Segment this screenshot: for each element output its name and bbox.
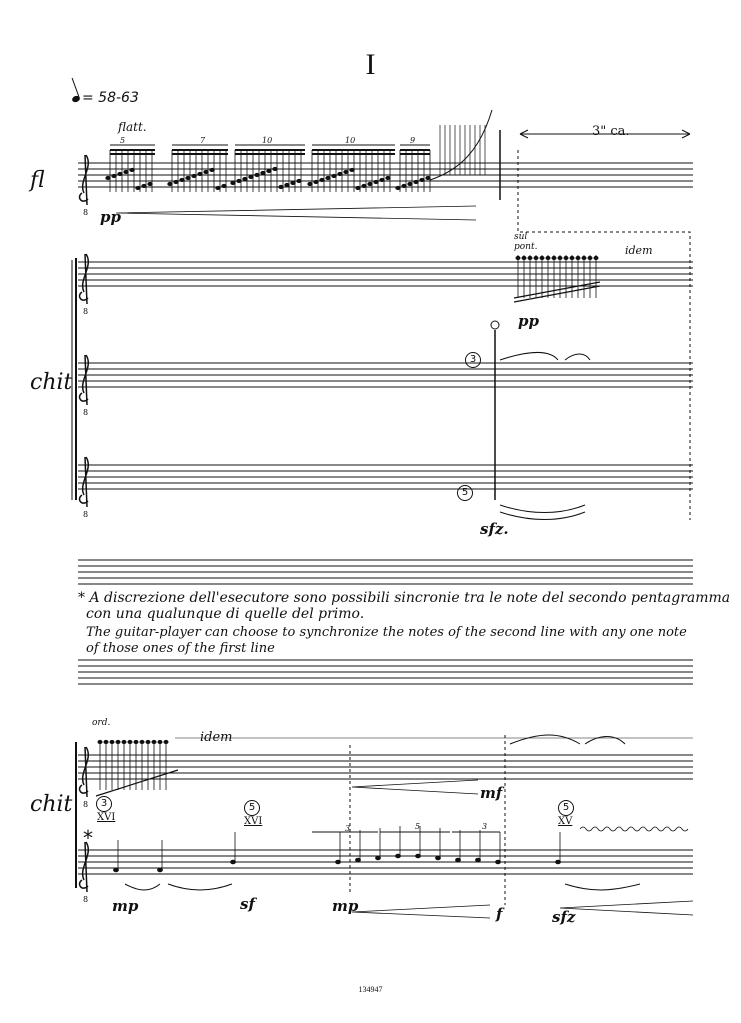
sul-ponticello-label: sul pont. [514,232,538,252]
note-head [216,186,220,189]
flute-dynamic: pp [100,208,121,226]
s2-note-head [116,740,120,743]
guitar-slanted-beam [514,286,600,302]
guitar-note-head [582,256,586,259]
instrument-label-guitar-system2: chit [30,792,73,817]
footnote-marker: * [78,590,85,606]
notation-marks [72,110,693,918]
note-head [426,176,430,179]
note-head [124,170,128,173]
note-head [180,178,184,181]
s2-note-head [134,740,138,743]
note-head [142,184,146,187]
position-label-3: XV [558,816,573,827]
guitar-note-head [558,256,562,259]
dynamic-mp-2: mp [332,897,359,915]
s2b-note-head [336,860,341,864]
tuplet-s2-2: 5 [415,822,421,831]
movement-title: I [365,48,376,81]
note-head [408,182,412,185]
harmonic-circle [491,321,499,329]
note-head [374,180,378,183]
note-head [106,176,110,179]
instrument-label-flute: fl [30,168,45,193]
note-head [332,174,336,177]
page-number: 134947 [358,985,383,994]
guitar-note-head [552,256,556,259]
flatterzunge-label: flatt. [118,120,147,134]
s2-note-head [98,740,102,743]
idem-label-system2: idem [200,730,233,745]
note-head [291,181,295,184]
note-head [350,168,354,171]
tie-arcs [500,353,590,361]
note-head [118,172,122,175]
s2-note-head [128,740,132,743]
instrument-label-guitar: chit [30,370,73,395]
s2b-note-head [416,854,421,858]
dynamic-sf: sf [240,895,255,913]
s2b-note-head [231,860,236,864]
string-label-3: 5 [558,800,574,816]
tuplet-5: 9 [410,136,416,145]
note-head [210,168,214,171]
s2b-note-head [456,858,461,862]
note-head [368,182,372,185]
string-label-2: 5 [244,800,260,816]
string-label-1: 3 [96,796,112,812]
tie-arcs-low [500,505,585,520]
treble-clef-s2-2-8: 8 [83,895,89,904]
tuplet-4: 10 [345,136,356,145]
note-head [338,172,342,175]
tuplet-s2-3: 3 [482,822,488,831]
s2-crescendo-low [352,905,490,918]
s2-note-head [158,740,162,743]
s2b-note-head [476,858,481,862]
guitar-note-head [570,256,574,259]
s2-crescendo [352,780,478,794]
position-label-2: XVI [244,816,263,827]
guitar-note-head [540,256,544,259]
note-head [267,169,271,172]
note-head [112,174,116,177]
note-head [243,177,247,180]
guitar-note-head [528,256,532,259]
dynamic-sfz: sfz [552,908,576,926]
note-head [130,168,134,171]
note-head [174,180,178,183]
crescendo-hairpin [116,206,476,220]
s2b-note-head [158,868,163,872]
s2b-note-head [356,858,361,862]
note-head [249,175,253,178]
string-number-3: 3 [465,352,481,368]
s2-note-head [110,740,114,743]
idem-label: idem [625,244,653,257]
s2-note-head [104,740,108,743]
guitar-note-head [516,256,520,259]
note-head [186,176,190,179]
note-head [136,186,140,189]
s2b-ties [125,884,640,890]
guitar-slanted-beam [514,282,600,298]
note-head [362,184,366,187]
dynamic-f: f [496,905,503,923]
ordinario-label: ord. [92,718,111,728]
note-head [380,178,384,181]
guitar-dynamic: pp [518,312,539,330]
note-head [204,170,208,173]
s2b-note-head [396,854,401,858]
dynamic-mp-1: mp [112,897,139,915]
s2b-note-head [376,856,381,860]
note-head [386,176,390,179]
guitar-note-head [594,256,598,259]
guitar-note-head [534,256,538,259]
note-head [231,181,235,184]
note-head [420,178,424,181]
guitar-note-head [564,256,568,259]
note-head [326,176,330,179]
staff-lines [78,163,693,874]
note-head [237,179,241,182]
treble-clef-guitar-2-8: 8 [83,408,89,417]
tuplet-s2-1: 3 [345,824,351,833]
note-head [148,182,152,185]
s2b-note-head [556,860,561,864]
s2b-note-head [496,860,501,864]
note-head [308,182,312,185]
note-head [396,186,400,189]
note-head [344,170,348,173]
vibrato-line [580,827,688,831]
s2-note-head [164,740,168,743]
note-head [168,182,172,185]
footnote-line-4: of those ones of the first line [86,641,275,656]
sfz-dynamic: sfz. [480,520,509,538]
note-head [273,167,277,170]
guitar-note-head [576,256,580,259]
note-head [222,184,226,187]
s2b-note-head [114,868,119,872]
treble-clef-s2-1-8: 8 [83,800,89,809]
guitar-note-head [546,256,550,259]
guitar-note-head [588,256,592,259]
footnote-line-3: The guitar-player can choose to synchronize the notes of the second line with any one note [86,625,687,640]
s2-ties [510,735,625,744]
s2-note-head [146,740,150,743]
s2-note-head [152,740,156,743]
duration-label: 3" ca. [592,124,630,139]
s2b-note-head [436,856,441,860]
tempo-text: = 58-63 [82,90,139,106]
note-head [414,180,418,183]
note-head [285,183,289,186]
treble-clef-guitar-3-8: 8 [83,510,89,519]
tuplet-2: 7 [200,136,206,145]
s2-note-head [140,740,144,743]
note-head [297,179,301,182]
note-head [198,172,202,175]
note-head [320,178,324,181]
note-head [192,174,196,177]
s2-crescendo-end [560,901,693,915]
note-head [402,184,406,187]
footnote-line-2: con una qualunque di quelle del primo. [86,606,365,622]
guitar-note-head [522,256,526,259]
s2-note-head [122,740,126,743]
note-head [356,186,360,189]
footnote-reference-marker: * [83,826,93,850]
note-head [314,180,318,183]
dynamic-mf: mf [480,784,503,802]
footnote-text-1: A discrezione dell'esecutore sono possibili sincronie tra le note del secondo pentagramma [89,590,731,606]
note-head [255,173,259,176]
string-number-5: 5 [457,485,473,501]
note-head [261,171,265,174]
note-head [279,185,283,188]
tuplet-3: 10 [262,136,273,145]
treble-clef-flute-8: 8 [83,208,89,217]
position-label-1: XVI [97,812,116,823]
tuplet-1: 5 [120,136,126,145]
treble-clef-guitar-1-8: 8 [83,307,89,316]
